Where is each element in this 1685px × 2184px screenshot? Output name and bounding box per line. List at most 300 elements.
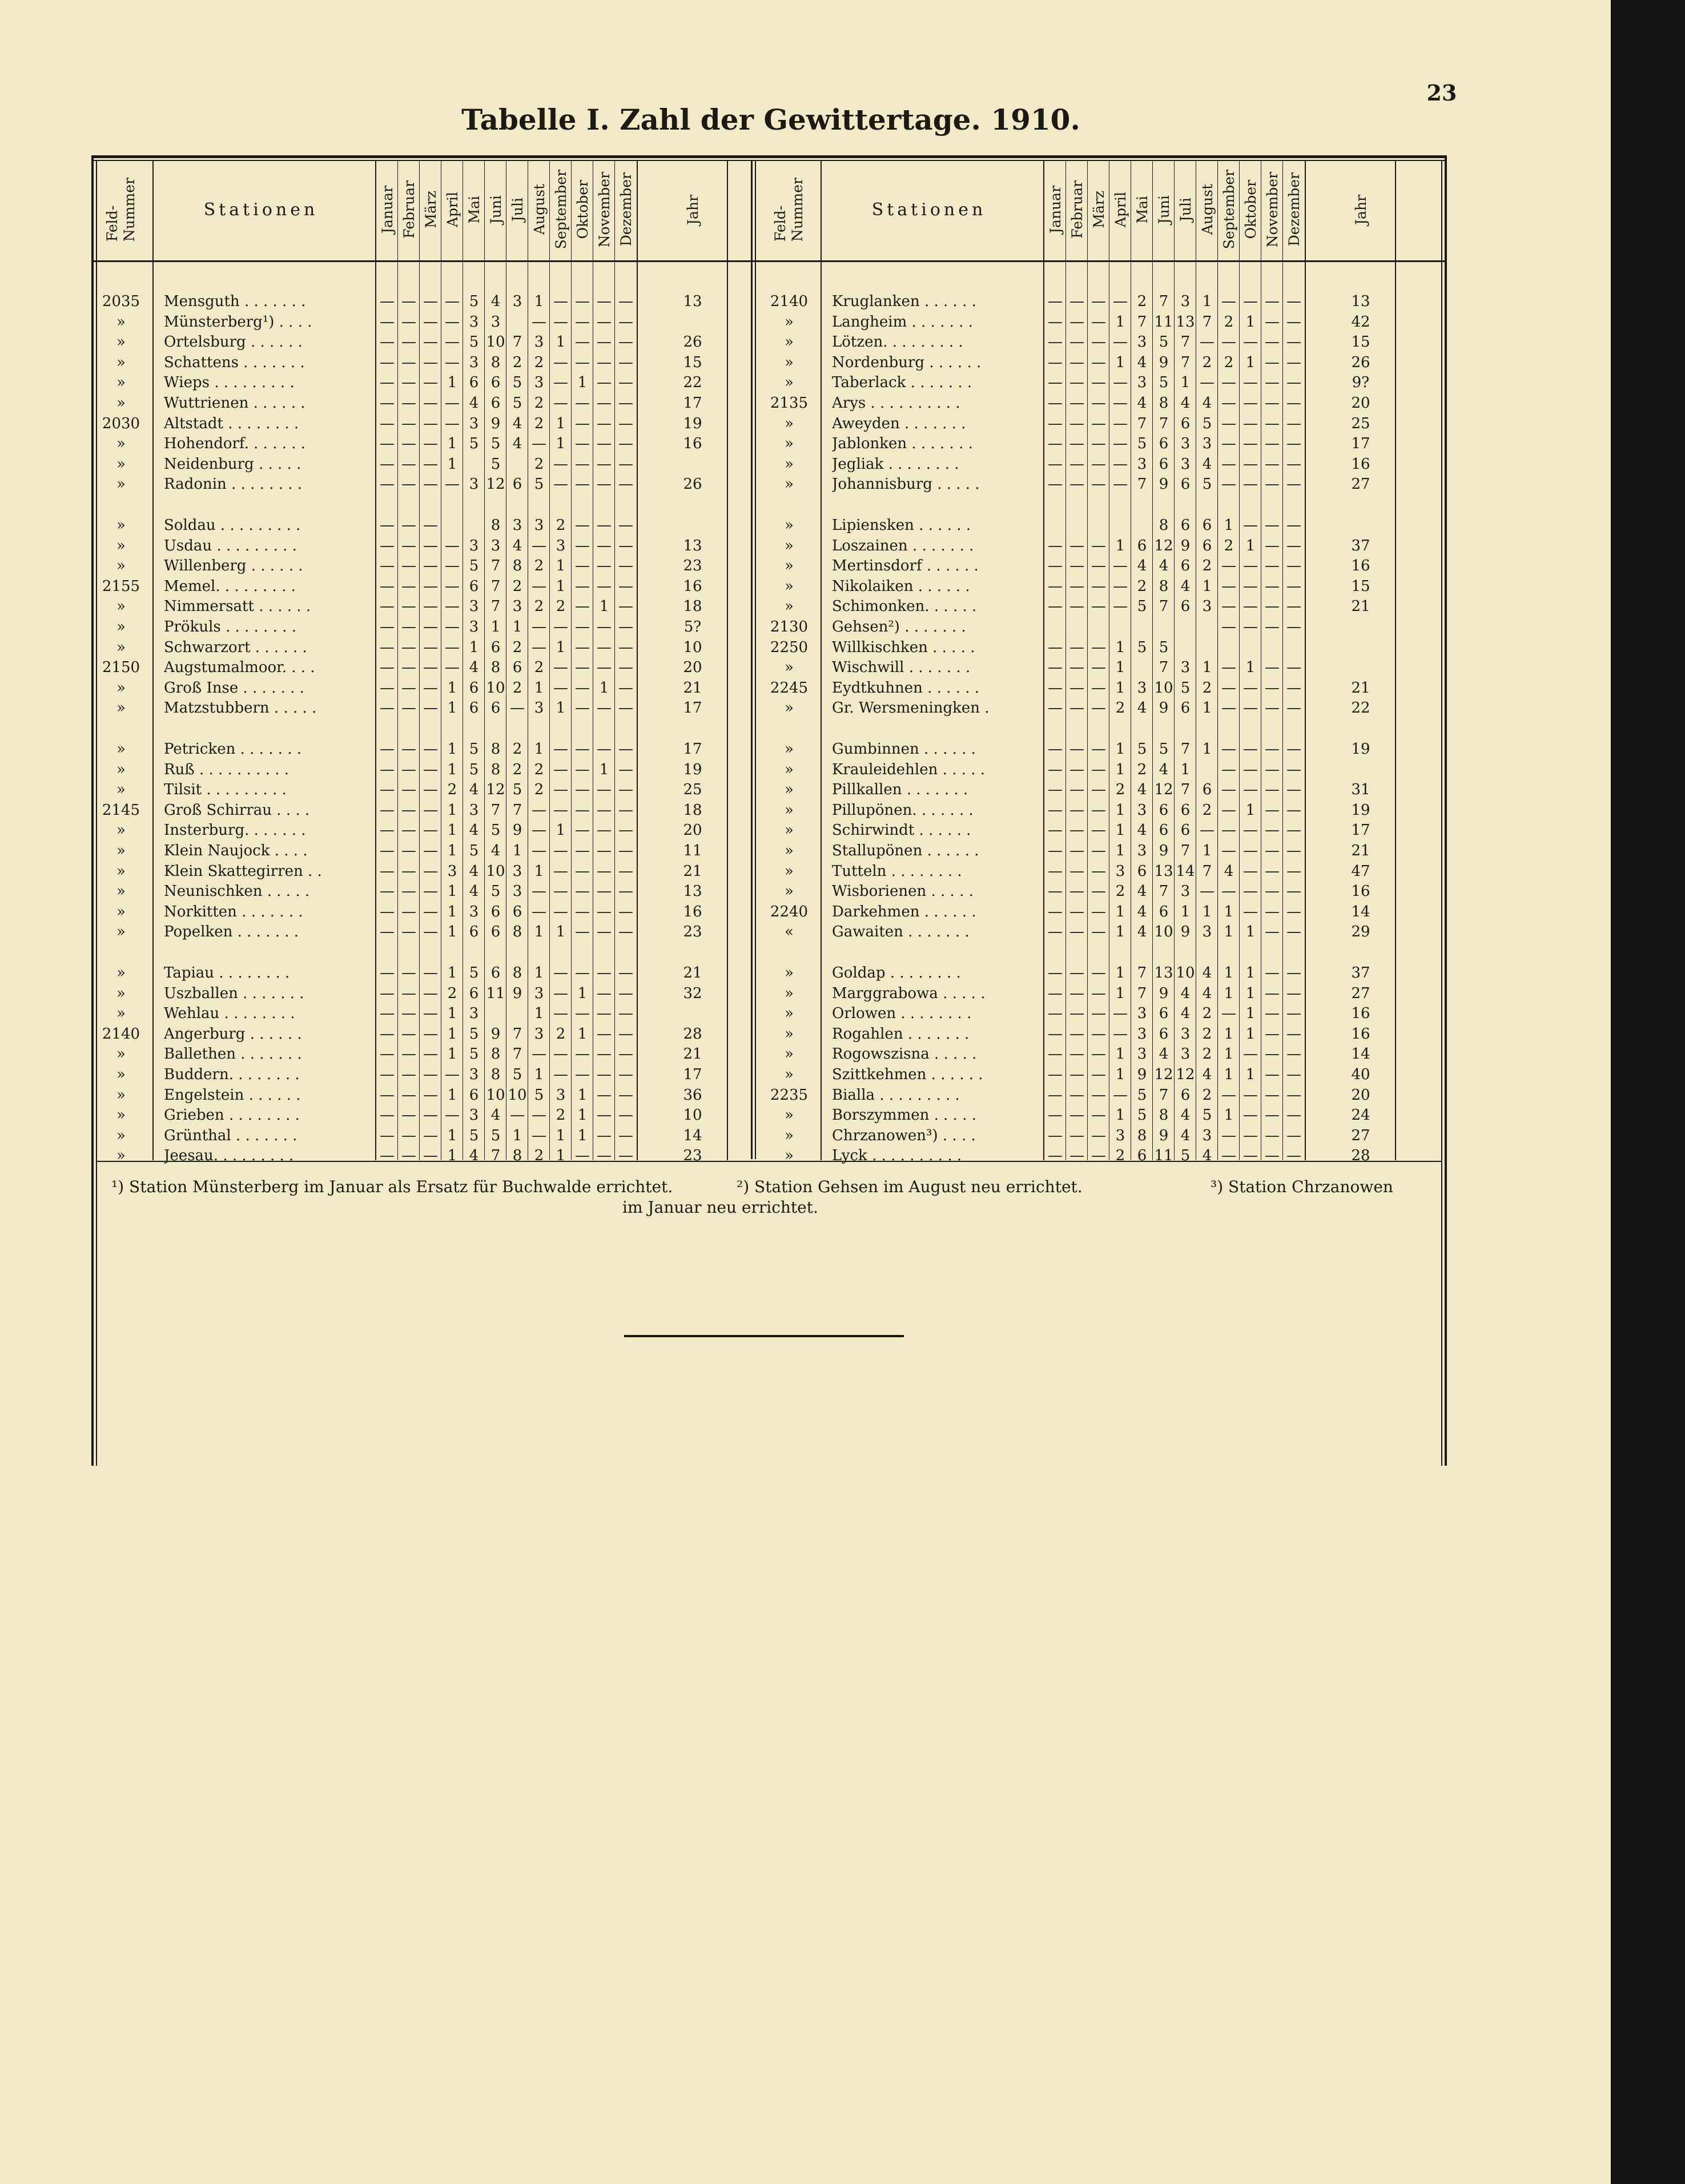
month-value: 6 — [1159, 435, 1169, 453]
month-value: — — [1091, 903, 1106, 920]
month-value: — — [1048, 1005, 1063, 1023]
station-name: Szittkehmen . . . . . . — [832, 1066, 983, 1083]
table-row — [95, 515, 758, 536]
month-value: 3 — [1202, 435, 1212, 453]
feld-nummer: » — [785, 455, 794, 473]
month-value: — — [553, 883, 568, 900]
month-value: — — [1265, 415, 1280, 432]
month-value: — — [618, 1066, 633, 1083]
month-value: — — [1048, 842, 1063, 859]
month-value: — — [445, 537, 460, 554]
table-row — [763, 902, 1426, 922]
month-value: — — [1243, 1107, 1258, 1124]
header-jahr-label: Jahr — [684, 194, 701, 225]
month-value: — — [1069, 984, 1084, 1002]
table-row — [95, 352, 758, 373]
month-value: — — [532, 1107, 546, 1124]
month-value: — — [597, 862, 612, 880]
month-value: 6 — [490, 699, 501, 717]
month-value: — — [1286, 455, 1301, 473]
month-value: 1 — [1224, 964, 1234, 982]
month-value: 5 — [469, 1127, 479, 1144]
month-value: — — [618, 537, 633, 554]
month-value: 4 — [469, 1147, 479, 1165]
month-value: 11 — [1154, 313, 1173, 331]
month-value: 2 — [1115, 1147, 1125, 1165]
header-month — [376, 161, 398, 258]
month-value: — — [1069, 577, 1084, 595]
feld-nummer: » — [785, 374, 794, 392]
month-value: 1 — [1115, 1066, 1125, 1083]
month-value: — — [1286, 659, 1301, 677]
month-value: — — [1286, 1066, 1301, 1083]
feld-nummer: » — [116, 517, 126, 534]
month-value: 6 — [469, 984, 479, 1002]
month-value: — — [1286, 883, 1301, 900]
month-value: — — [1265, 761, 1280, 778]
month-value: 9 — [1180, 537, 1191, 554]
table-row — [95, 393, 758, 413]
month-value: — — [423, 455, 438, 473]
month-value: — — [380, 761, 395, 778]
feld-nummer: » — [116, 964, 126, 982]
month-value: — — [423, 1025, 438, 1043]
feld-nummer: » — [116, 374, 126, 392]
month-value: 6 — [469, 699, 479, 717]
station-name: Pillkallen . . . . . . . — [832, 781, 968, 799]
month-value: 10 — [508, 1086, 527, 1104]
month-value: — — [1221, 455, 1236, 473]
month-value: 8 — [1137, 1127, 1147, 1144]
month-value: — — [553, 741, 568, 758]
month-value: — — [575, 537, 590, 554]
month-value: — — [380, 679, 395, 697]
month-value: 7 — [512, 801, 522, 819]
table-row — [95, 739, 758, 759]
feld-nummer: 2135 — [770, 395, 809, 412]
feld-nummer: » — [785, 822, 794, 839]
feld-nummer: » — [785, 313, 794, 331]
jahr-total: 26 — [683, 476, 702, 493]
feld-nummer: 2250 — [770, 638, 809, 656]
month-value: — — [1048, 415, 1063, 432]
header-bottom-rule — [91, 260, 1447, 262]
month-value: — — [401, 883, 416, 900]
month-value: — — [401, 1086, 416, 1104]
header-month — [1218, 161, 1240, 258]
month-value: — — [1265, 741, 1280, 758]
month-value: — — [1091, 537, 1106, 554]
month-value: — — [445, 659, 460, 677]
month-value: 1 — [1180, 903, 1191, 920]
header-month-label: September — [552, 170, 569, 250]
month-value: 2 — [1137, 761, 1147, 778]
month-value: — — [1091, 455, 1106, 473]
jahr-total: 21 — [1351, 679, 1370, 697]
month-value: 1 — [1224, 923, 1234, 941]
month-value: — — [553, 374, 568, 392]
month-value: — — [1286, 537, 1301, 554]
month-value: — — [401, 801, 416, 819]
table-row — [95, 433, 758, 454]
month-value: 6 — [1180, 801, 1191, 819]
month-value: — — [1221, 415, 1236, 432]
footnote-3-continued: im Januar neu errichtet. — [622, 1198, 818, 1217]
header-month-label: April — [444, 192, 461, 227]
feld-nummer: » — [785, 699, 794, 717]
table-row — [763, 433, 1426, 454]
month-value: — — [1221, 618, 1236, 636]
jahr-total: 10 — [683, 638, 702, 656]
month-value: — — [401, 638, 416, 656]
table-row — [95, 759, 758, 780]
table-row — [95, 657, 758, 678]
month-value: 3 — [534, 1025, 544, 1043]
month-value: — — [1113, 395, 1128, 412]
jahr-total: 20 — [683, 822, 702, 839]
station-name: Münsterberg¹) . . . . — [164, 313, 312, 331]
month-value: 1 — [512, 618, 522, 636]
month-value: — — [1091, 801, 1106, 819]
month-value: — — [1286, 1127, 1301, 1144]
month-value: 2 — [1224, 537, 1234, 554]
month-value: 3 — [490, 537, 501, 554]
jahr-total: 24 — [1351, 1107, 1370, 1124]
month-value: — — [575, 415, 590, 432]
header-jahr — [1334, 161, 1387, 258]
month-value: — — [618, 374, 633, 392]
month-value: 3 — [512, 517, 522, 534]
month-value: — — [423, 923, 438, 941]
month-value: — — [401, 557, 416, 575]
month-value: 3 — [469, 618, 479, 636]
month-value: — — [1265, 598, 1280, 616]
month-value: — — [423, 333, 438, 351]
month-value: — — [401, 517, 416, 534]
jahr-total: 5? — [683, 618, 702, 636]
month-value: — — [532, 883, 546, 900]
month-value: — — [423, 435, 438, 453]
month-value: — — [1069, 353, 1084, 371]
month-value: — — [575, 862, 590, 880]
month-value: 1 — [1115, 822, 1125, 839]
month-value: 1 — [1245, 801, 1256, 819]
month-value: — — [423, 374, 438, 392]
table-row — [95, 1024, 758, 1044]
month-value: 6 — [469, 577, 479, 595]
month-value: 3 — [1137, 1005, 1147, 1023]
header-month-label: Oktober — [1242, 180, 1259, 239]
month-value: 3 — [469, 1005, 479, 1023]
table-row — [763, 881, 1426, 902]
month-value: 12 — [1176, 1066, 1195, 1083]
month-value: 9 — [490, 415, 501, 432]
month-value: — — [575, 903, 590, 920]
jahr-total: 19 — [683, 415, 702, 432]
month-value: — — [618, 353, 633, 371]
scan-edge-strip — [1611, 0, 1685, 2184]
table-row — [95, 840, 758, 861]
station-name: Schattens . . . . . . . — [164, 353, 305, 371]
month-value: 2 — [1202, 679, 1212, 697]
jahr-total: 23 — [683, 557, 702, 575]
month-value: 12 — [1154, 537, 1173, 554]
month-value: — — [575, 1066, 590, 1083]
table-row — [95, 779, 758, 800]
month-value: — — [1069, 659, 1084, 677]
month-value: 3 — [469, 598, 479, 616]
table-row — [763, 617, 1426, 637]
month-value: 2 — [447, 984, 457, 1002]
month-value: — — [597, 699, 612, 717]
month-value: 1 — [1224, 1025, 1234, 1043]
month-value: 1 — [447, 741, 457, 758]
month-value: 2 — [1202, 353, 1212, 371]
month-value: — — [380, 333, 395, 351]
header-month-label: Juli — [509, 197, 526, 222]
month-value: 9 — [1159, 1127, 1169, 1144]
month-value: — — [1286, 822, 1301, 839]
month-value: — — [1048, 679, 1063, 697]
month-value: 1 — [1115, 1107, 1125, 1124]
month-value: — — [553, 1066, 568, 1083]
jahr-total: 27 — [1351, 476, 1370, 493]
month-value: — — [1200, 822, 1215, 839]
month-value: — — [597, 476, 612, 493]
station-name: Wisborienen . . . . . — [832, 883, 974, 900]
month-value: — — [380, 293, 395, 310]
month-value: — — [380, 842, 395, 859]
month-value: — — [1069, 923, 1084, 941]
month-value: — — [1265, 883, 1280, 900]
header-feld-line-2: Nummer — [789, 177, 806, 242]
feld-nummer: 2140 — [770, 293, 809, 310]
month-value: — — [1265, 618, 1280, 636]
month-value: — — [445, 618, 460, 636]
month-value: — — [618, 395, 633, 412]
month-value: 1 — [556, 699, 566, 717]
month-value: 7 — [1137, 964, 1147, 982]
month-value: — — [597, 435, 612, 453]
month-value: — — [401, 659, 416, 677]
month-value: 3 — [469, 801, 479, 819]
month-value: — — [1200, 883, 1215, 900]
month-value: 2 — [512, 577, 522, 595]
month-value: — — [401, 374, 416, 392]
table-row — [95, 474, 758, 494]
month-value: — — [401, 781, 416, 799]
month-value: — — [532, 822, 546, 839]
month-value: 1 — [534, 923, 544, 941]
month-value: — — [1069, 395, 1084, 412]
month-value: — — [380, 537, 395, 554]
station-name: Angerburg . . . . . . — [164, 1025, 302, 1043]
month-value: 4 — [512, 415, 522, 432]
month-value: 3 — [1180, 659, 1191, 677]
header-month — [1240, 161, 1261, 258]
table-row — [95, 881, 758, 902]
feld-nummer: » — [116, 537, 126, 554]
month-value: — — [380, 1025, 395, 1043]
month-value: — — [618, 333, 633, 351]
month-value: — — [1113, 374, 1128, 392]
month-value: 6 — [1159, 1005, 1169, 1023]
month-value: 3 — [1115, 1127, 1125, 1144]
month-value: — — [1286, 903, 1301, 920]
month-value: — — [445, 1066, 460, 1083]
month-value: — — [1286, 577, 1301, 595]
month-value: 2 — [512, 741, 522, 758]
month-value: 8 — [1159, 577, 1169, 595]
month-value: 6 — [1202, 537, 1212, 554]
month-value: 1 — [447, 1025, 457, 1043]
month-value: 9 — [1180, 923, 1191, 941]
month-value: 1 — [1115, 1045, 1125, 1063]
jahr-total: 18 — [683, 801, 702, 819]
month-value: — — [380, 822, 395, 839]
feld-nummer: 2145 — [102, 801, 140, 819]
feld-nummer: 2030 — [102, 415, 140, 432]
month-value: — — [553, 659, 568, 677]
header-month-label: Juni — [487, 195, 504, 224]
month-value: — — [618, 638, 633, 656]
month-value: — — [1069, 1086, 1084, 1104]
month-value: 6 — [1159, 822, 1169, 839]
month-value: 1 — [556, 822, 566, 839]
month-value: 5 — [534, 476, 544, 493]
month-value: — — [618, 984, 633, 1002]
table-row — [763, 1024, 1426, 1044]
month-value: — — [1113, 435, 1128, 453]
month-value: 1 — [1202, 577, 1212, 595]
month-value: — — [1048, 984, 1063, 1002]
month-value: — — [1091, 781, 1106, 799]
month-value: 4 — [1180, 577, 1191, 595]
header-month-label: Dezember — [617, 172, 634, 247]
jahr-total: 20 — [683, 659, 702, 677]
feld-nummer: » — [785, 537, 794, 554]
month-value: 6 — [490, 374, 501, 392]
month-value: — — [597, 1005, 612, 1023]
table-row — [763, 556, 1426, 576]
month-value: 4 — [512, 435, 522, 453]
month-value: — — [597, 1025, 612, 1043]
header-feld-line-2: Nummer — [121, 177, 138, 242]
month-value: — — [597, 1045, 612, 1063]
month-value: — — [1221, 822, 1236, 839]
table-row — [95, 637, 758, 658]
month-value: — — [380, 476, 395, 493]
jahr-total: 13 — [1351, 293, 1370, 310]
month-value: 6 — [1159, 903, 1169, 920]
header-feld-line-1: Feld- — [772, 205, 789, 242]
month-value: — — [1265, 781, 1280, 799]
month-value: — — [1265, 537, 1280, 554]
month-value: 1 — [534, 679, 544, 697]
month-value: — — [401, 537, 416, 554]
month-value: 1 — [447, 679, 457, 697]
station-name: Popelken . . . . . . . — [164, 923, 299, 941]
table-row — [95, 861, 758, 882]
month-value: 5 — [512, 1066, 522, 1083]
month-value: 3 — [469, 476, 479, 493]
month-value: 5 — [469, 557, 479, 575]
month-value: — — [597, 374, 612, 392]
month-value: — — [423, 313, 438, 331]
feld-nummer: 2155 — [102, 577, 140, 595]
month-value: — — [1048, 883, 1063, 900]
month-value: — — [423, 577, 438, 595]
month-value: — — [618, 659, 633, 677]
month-value: — — [1069, 313, 1084, 331]
month-value: 1 — [1115, 761, 1125, 778]
month-value: — — [1091, 699, 1106, 717]
month-value: — — [1243, 862, 1258, 880]
month-value: — — [1091, 1107, 1106, 1124]
month-value: — — [401, 455, 416, 473]
month-value: — — [597, 638, 612, 656]
month-value: — — [575, 883, 590, 900]
month-value: — — [553, 293, 568, 310]
month-value: — — [532, 537, 546, 554]
month-value: — — [423, 618, 438, 636]
month-value: — — [1091, 415, 1106, 432]
month-value: — — [1286, 741, 1301, 758]
month-value: — — [1265, 842, 1280, 859]
month-value: — — [401, 313, 416, 331]
month-value: — — [423, 1147, 438, 1165]
station-name: Wehlau . . . . . . . . — [164, 1005, 295, 1023]
station-name: Langheim . . . . . . . — [832, 313, 973, 331]
month-value: — — [532, 313, 546, 331]
month-value: 4 — [1180, 395, 1191, 412]
header-month — [1066, 161, 1088, 258]
station-name: Gehsen²) . . . . . . . — [832, 618, 966, 636]
month-value: — — [423, 557, 438, 575]
month-value: — — [1048, 741, 1063, 758]
month-value: 1 — [1115, 964, 1125, 982]
jahr-total: 26 — [683, 333, 702, 351]
feld-nummer: » — [116, 1107, 126, 1124]
station-name: Rogowszisna . . . . . — [832, 1045, 977, 1063]
month-value: 2 — [1224, 353, 1234, 371]
station-name: Neunischken . . . . . — [164, 883, 310, 900]
station-name: Neidenburg . . . . . — [164, 455, 301, 473]
month-value: — — [1243, 1127, 1258, 1144]
month-value: 1 — [577, 1086, 588, 1104]
month-value: — — [1069, 476, 1084, 493]
month-value: 10 — [486, 333, 505, 351]
month-value: 7 — [1159, 659, 1169, 677]
month-value: 3 — [1137, 801, 1147, 819]
month-value: — — [618, 822, 633, 839]
month-value: — — [1243, 842, 1258, 859]
month-value: — — [1243, 455, 1258, 473]
station-name: Petricken . . . . . . . — [164, 741, 302, 758]
month-value: 1 — [447, 883, 457, 900]
footnote-1: ¹) Station Münsterberg im Januar als Ersatz für Buchwalde errichtet. — [111, 1177, 673, 1196]
month-value: 3 — [512, 293, 522, 310]
month-value: 13 — [1154, 964, 1173, 982]
month-value: 4 — [1137, 781, 1147, 799]
month-value: 6 — [1137, 1147, 1147, 1165]
month-value: 4 — [490, 842, 501, 859]
month-value: 8 — [1159, 1107, 1169, 1124]
month-value: 1 — [447, 761, 457, 778]
month-value: 4 — [469, 862, 479, 880]
month-value: 2 — [534, 598, 544, 616]
month-value: 6 — [1180, 415, 1191, 432]
